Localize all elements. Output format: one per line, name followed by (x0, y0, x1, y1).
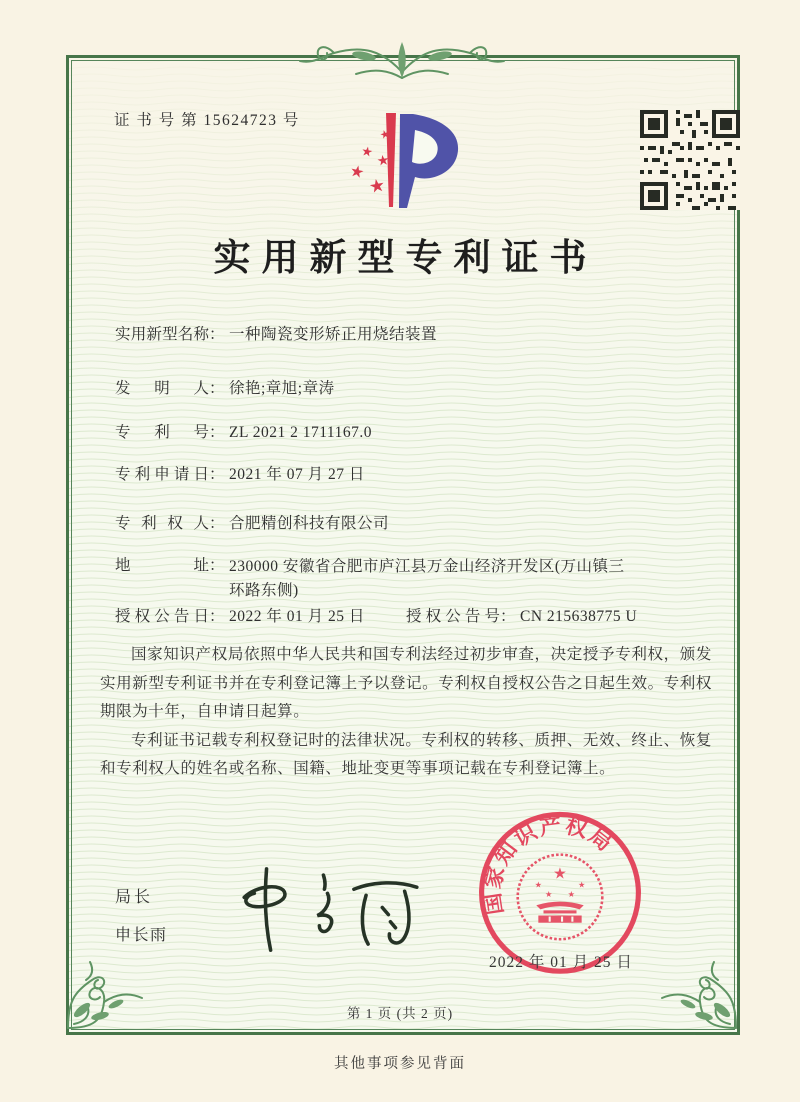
legal-paragraph-2: 专利证书记载专利权登记时的法律状况。专利权的转移、质押、无效、终止、恢复和专利权人的姓名或名称、国籍、地址变更等事项记载在专利登记簿上。 (100, 731, 712, 777)
seal-ring-text: 国家知识产权局 (480, 813, 618, 917)
qr-code-icon (637, 110, 743, 210)
svg-text:★: ★ (367, 174, 387, 199)
svg-text:★: ★ (378, 126, 392, 143)
field-colon: ： (209, 466, 225, 483)
certificate-title: 实用新型专利证书 (213, 238, 598, 279)
legal-text (100, 641, 712, 784)
field-grant-date (115, 606, 365, 628)
field-label: 授权公告号 (406, 608, 500, 625)
cnipa-logo-icon (330, 110, 475, 215)
signature-icon (230, 858, 428, 956)
back-side-note: 其他事项参见背面 (334, 1056, 466, 1072)
field-value: CN 215638775 U (520, 608, 638, 625)
svg-text:★: ★ (544, 888, 553, 899)
svg-text:★: ★ (534, 879, 543, 890)
field-colon: ： (209, 424, 225, 441)
svg-text:★: ★ (577, 879, 586, 890)
page-number: 第 1 页 (共 2 页) (346, 1006, 454, 1021)
field-row-inventor (115, 378, 720, 400)
field-value: 一种陶瓷变形矫正用烧结装置 (229, 326, 438, 343)
field-label: 专利号 (115, 424, 209, 441)
field-colon: ： (209, 380, 225, 397)
field-value: 2021 年 07 月 27 日 (229, 466, 365, 483)
svg-text:国家知识产权局 (480, 812, 618, 916)
svg-text:★: ★ (359, 144, 374, 161)
seal-gate-emblem (536, 902, 583, 923)
field-colon: ： (209, 515, 225, 532)
field-colon: ： (209, 557, 225, 574)
field-grant-number (406, 606, 637, 628)
svg-text:★: ★ (567, 888, 576, 899)
field-row-patent-number (115, 422, 720, 444)
field-colon: ： (209, 326, 225, 343)
field-value: 徐艳;章旭;章涛 (229, 380, 335, 397)
certificate-number: 证 书 号 第 15624723 号 (114, 112, 300, 129)
legal-paragraph-1: 国家知识产权局依照中华人民共和国专利法经过初步审查，决定授予专利权，颁发实用新型专利证书并在专利登记簿上予以登记。专利权自授权公告之日起生效。专利权期限为十年，自申请日起算。 (100, 646, 712, 720)
field-label: 专利权人 (115, 515, 209, 532)
director-title: 局长 (115, 889, 154, 906)
field-label: 实用新型名称 (115, 326, 209, 343)
field-label: 地址 (115, 557, 209, 574)
svg-text:★: ★ (375, 152, 391, 170)
field-row-utility-model-name (115, 324, 720, 346)
field-value: 230000 安徽省合肥市庐江县万金山经济开发区(万山镇三环路东侧) (229, 558, 625, 599)
field-value: 合肥精创科技有限公司 (229, 515, 390, 532)
field-label: 发明人 (115, 380, 209, 397)
svg-text:★: ★ (553, 864, 567, 883)
field-value: 2022 年 01 月 25 日 (229, 608, 365, 625)
field-colon: ： (500, 608, 516, 625)
svg-text:★: ★ (348, 160, 367, 183)
field-label: 授权公告日 (115, 608, 209, 625)
field-colon: ： (209, 608, 225, 625)
field-row-filing-date (115, 464, 720, 486)
field-value: ZL 2021 2 1711167.0 (229, 424, 372, 441)
seal-date: 2022 年 01 月 25 日 (489, 954, 633, 971)
director-name: 申长雨 (115, 927, 168, 944)
field-row-address (115, 555, 720, 603)
field-row-patentee (115, 513, 720, 535)
field-label: 专利申请日 (115, 466, 209, 483)
